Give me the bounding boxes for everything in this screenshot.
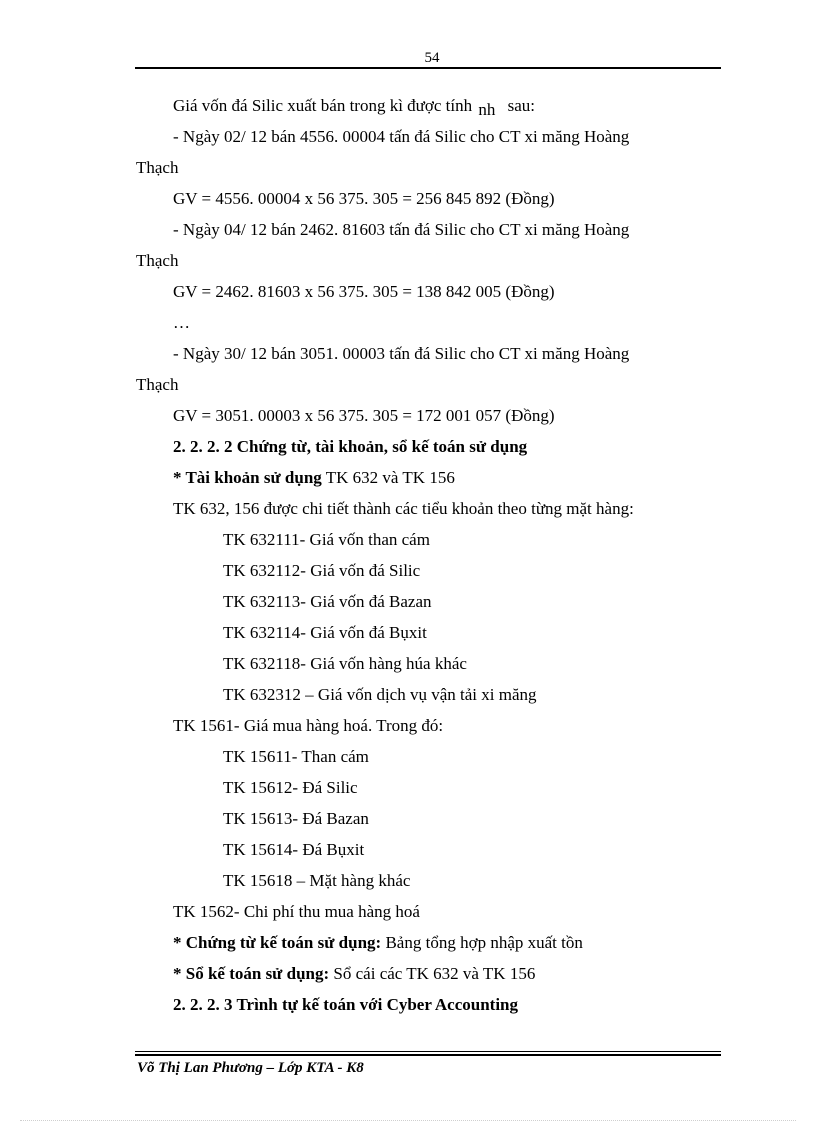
subaccount-item: TK 632114- Giá vốn đá Bụxit [223,623,427,642]
cost-formula: GV = 3051. 00003 x 56 375. 305 = 172 001 057 (Đồng) [173,406,555,425]
footer-rule [135,1054,721,1056]
sale-line-wrap: Thạch [136,158,179,177]
subaccount-item: TK 15613- Đá Bazan [223,809,369,828]
subaccount-item: TK 15614- Đá Bụxit [223,840,365,859]
detail-line: TK 632, 156 được chi tiết thành các tiểu khoản theo từng mặt hàng: [173,499,634,518]
footer-rule [135,1051,721,1052]
ledgers-label: * Sổ kế toán sử dụng: [173,964,330,983]
subaccount-item: TK 15618 – Mặt hàng khác [223,871,411,890]
intro-subscript: nh [478,100,496,119]
sale-line-wrap: Thạch [136,375,179,394]
sale-line: - Ngày 02/ 12 bán 4556. 00004 tấn đá Silic cho CT xi măng Hoàng [173,127,630,146]
sale-line-wrap: Thạch [136,251,179,270]
footer-author: Võ Thị Lan Phương – Lớp KTA - K8 [137,1060,364,1076]
account-1561-line: TK 1561- Giá mua hàng hoá. Trong đó: [173,716,444,735]
ledgers-line [136,958,722,989]
intro-line [136,90,722,121]
subaccount-item: TK 632112- Giá vốn đá Silic [223,561,421,580]
account-1562-line: TK 1562- Chi phí thu mua hàng hoá [173,902,420,921]
cost-formula: GV = 4556. 00004 x 56 375. 305 = 256 845 892 (Đồng) [173,189,555,208]
section-heading: 2. 2. 2. 2 Chứng từ, tài khoản, sổ kế toán sử dụng [173,437,528,456]
page-number: 54 [424,50,440,66]
subaccount-item: TK 15612- Đá Silic [223,778,358,797]
section-heading: 2. 2. 2. 3 Trình tự kế toán với Cyber Accounting [173,995,519,1014]
subaccount-item: TK 15611- Than cám [223,747,369,766]
sale-line: - Ngày 30/ 12 bán 3051. 00003 tấn đá Silic cho CT xi măng Hoàng [173,344,630,363]
page-body [136,90,722,1020]
ledgers-value: Sổ cái các TK 632 và TK 156 [329,964,536,983]
cost-formula: GV = 2462. 81603 x 56 375. 305 = 138 842 005 (Đồng) [173,282,555,301]
header-rule [135,67,721,69]
subaccount-item: TK 632312 – Giá vốn dịch vụ vận tải xi măng [223,685,537,704]
subaccount-item: TK 632111- Giá vốn than cám [223,530,430,549]
subaccount-item: TK 632118- Giá vốn hàng húa khác [223,654,467,673]
vouchers-value: Bảng tổng hợp nhập xuất tồn [381,933,583,952]
vouchers-line [136,927,722,958]
accounts-used-value: TK 632 và TK 156 [321,468,455,487]
subaccount-item: TK 632113- Giá vốn đá Bazan [223,592,432,611]
intro-text-end: sau: [507,96,536,115]
accounts-used-label: * Tài khoản sử dụng [173,468,322,487]
page-edge-dots [20,1120,796,1121]
sale-line: - Ngày 04/ 12 bán 2462. 81603 tấn đá Silic cho CT xi măng Hoàng [173,220,630,239]
ellipsis: … [173,313,190,332]
intro-text: Giá vốn đá Silic xuất bán trong kì được tính [173,96,473,115]
vouchers-label: * Chứng từ kế toán sử dụng: [173,933,382,952]
accounts-used-line [136,462,722,493]
